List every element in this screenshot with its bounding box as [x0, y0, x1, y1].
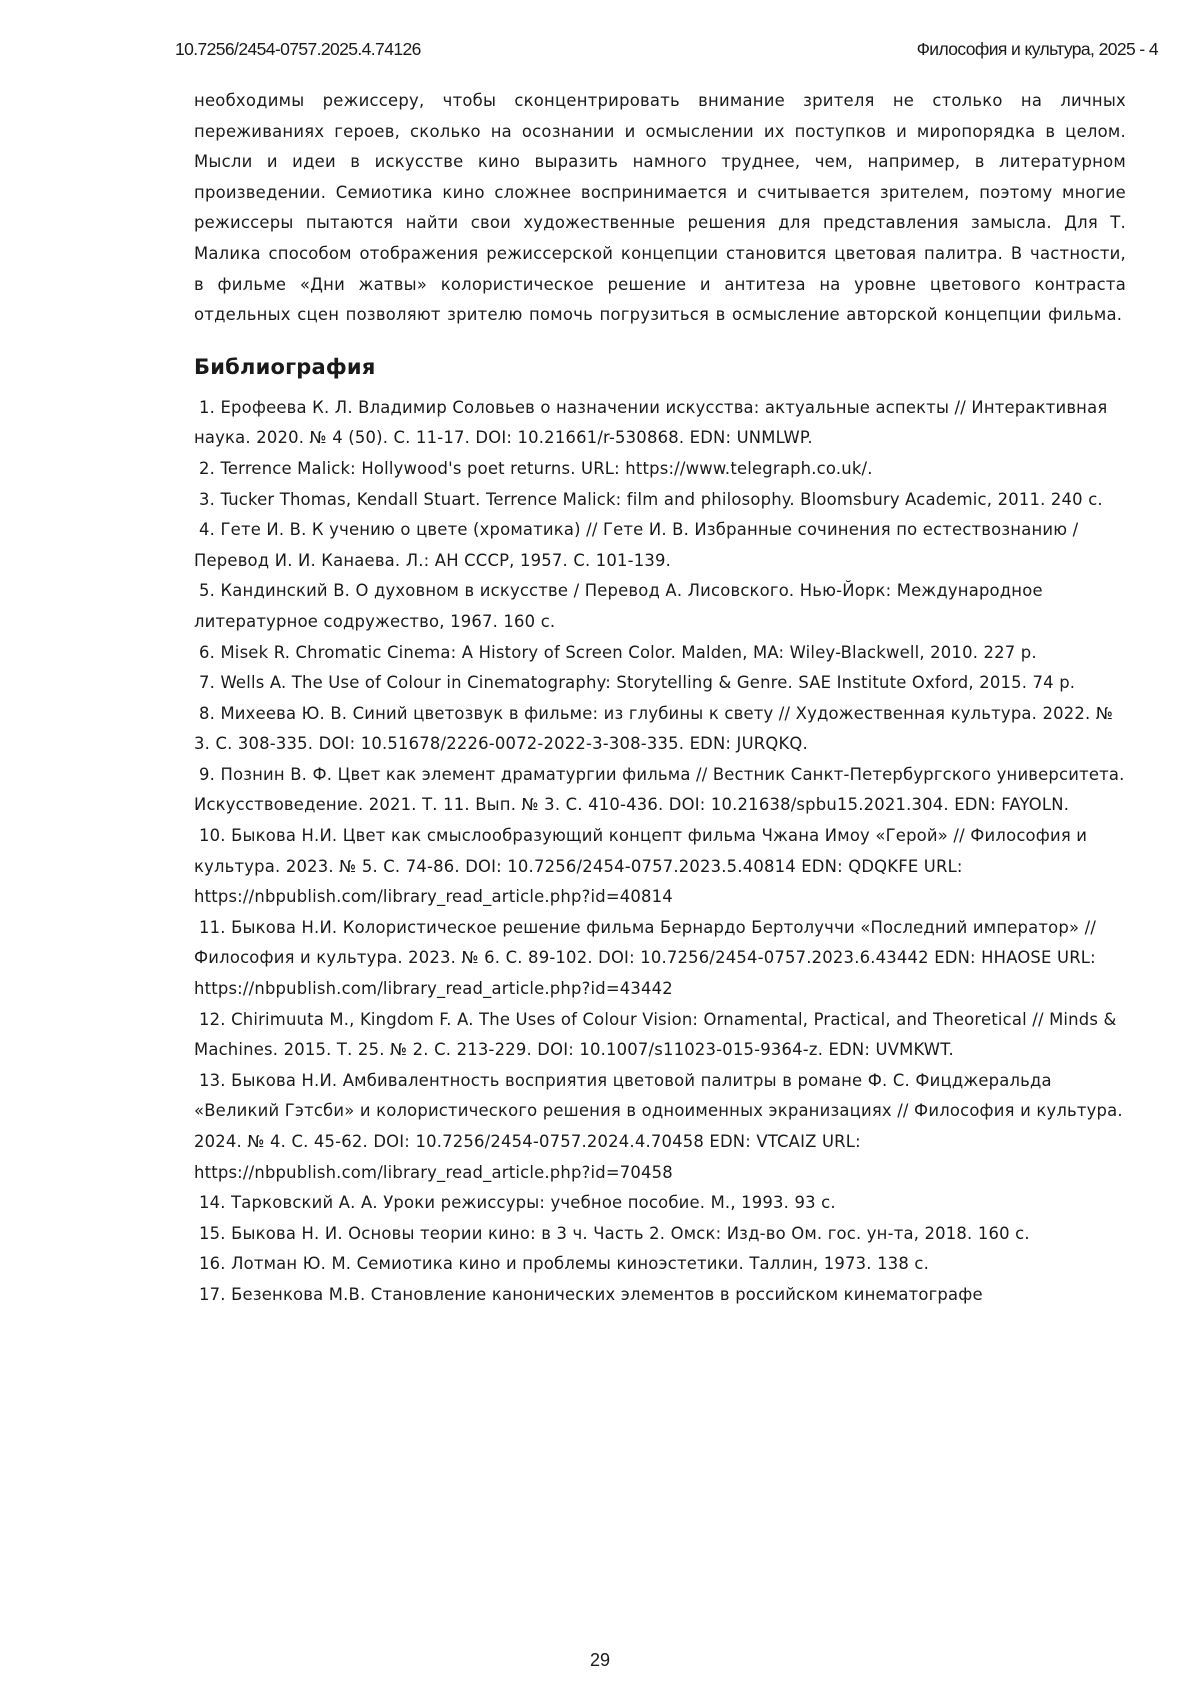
reference-text: Быкова Н. И. Основы теории кино: в 3 ч. Часть 2. Омск: Изд-во Ом. гос. ун-та, 2018. 160 с. — [231, 1223, 1030, 1243]
reference-number: 14. — [199, 1193, 226, 1213]
reference-item — [194, 485, 1126, 516]
reference-item — [194, 393, 1126, 454]
reference-text: Terrence Malick: Hollywood's poet returns. URL: https://www.telegraph.co.uk/. — [220, 458, 873, 478]
reference-text: Кандинский В. О духовном в искусстве / Перевод А. Лисовского. Нью-Йорк: Международное литературное содружество, 1967. 160 с. — [194, 581, 1043, 631]
article-content — [194, 86, 1126, 1311]
reference-text: Быкова Н.И. Цвет как смыслообразующий концепт фильма Чжана Имоу «Герой» // Философия и культура. 2023. № 5. С. 74-86. DOI: 10.7256/2454-0757.2023.5.40814 EDN: QDQKFE URL: https://nbpublish.com/library_read_article.php?id=40814 — [194, 826, 1088, 907]
reference-text: Ерофеева К. Л. Владимир Соловьев о назначении искусства: актуальные аспекты // Интерактивная наука. 2020. № 4 (50). С. 11-17. DOI: 10.21661/r-530868. EDN: UNMLWP. — [194, 397, 1108, 448]
reference-text: Быкова Н.И. Амбивалентность восприятия цветовой палитры в романе Ф. С. Фицджеральда «Великий Гэтсби» и колористического решения в одноименных экранизациях // Философия и культура. 2024. № 4. С. 45-62. DOI: 10.7256/2454-0757.2024.4.70458 EDN: VTCAIZ URL: https://nbpublish.com/library_read_article.php?id=70458 — [194, 1070, 1123, 1182]
reference-item — [194, 913, 1126, 1005]
reference-item — [194, 668, 1126, 699]
page-header — [175, 34, 1158, 64]
reference-item — [194, 454, 1126, 485]
reference-number: 17. — [199, 1284, 226, 1304]
reference-number: 5. — [199, 581, 216, 601]
reference-item — [194, 821, 1126, 913]
page-number: 29 — [589, 1650, 611, 1670]
reference-text: Михеева Ю. В. Синий цветозвук в фильме: из глубины к свету // Художественная культура. 2022. № 3. С. 308-335. DOI: 10.51678/2226-0072-2022-3-308-335. EDN: JURQKQ. — [194, 703, 1114, 754]
journal-issue: Философия и культура, 2025 - 4 — [916, 38, 1158, 59]
reference-text: Misek R. Chromatic Cinema: A History of Screen Color. Malden, MA: Wiley-Blackwell, 2010. 227 p. — [220, 642, 1037, 662]
reference-text: Wells A. The Use of Colour in Cinematography: Storytelling & Genre. SAE Institute Oxford, 2015. 74 p. — [220, 673, 1076, 693]
reference-number: 15. — [199, 1223, 226, 1243]
reference-text: Быкова Н.И. Колористическое решение фильма Бернардо Бертолуччи «Последний император» // Философия и культура. 2023. № 6. С. 89-102. DOI: 10.7256/2454-0757.2023.6.43442 EDN: HHAOSE URL: https://nbpublish.com/library_read_article.php?id=43442 — [194, 917, 1097, 999]
reference-number: 12. — [199, 1009, 226, 1029]
reference-item — [194, 1249, 1126, 1280]
reference-item — [194, 1219, 1126, 1250]
reference-text: Гете И. В. К учению о цвете (хроматика) // Гете И. В. Избранные сочинения по естествознанию / Перевод И. И. Канаева. Л.: АН СССР, 1957. С. 101-139. — [194, 520, 1079, 570]
reference-text: Безенкова М.В. Становление канонических элементов в российском кинематографе — [231, 1284, 983, 1304]
reference-item — [194, 515, 1126, 576]
body-paragraph: необходимы режиссеру, чтобы сконцентрировать внимание зрителя не столько на личных переживаниях героев, сколько на осознании и осмыслении их поступков и миропорядка в целом. Мысли и идеи в искусстве кино выразить намного труднее, чем, например, в литературном произведении. Семиотика кино сложнее воспринимается и считывается зрителем, поэтому многие режиссеры пытаются найти свои художественные решения для представления замысла. Для Т. Малика способом отображения режиссерской концепции становится цветовая палитра. В частности, в фильме «Дни жатвы» колористическое решение и антитеза на уровне цветового контраста отдельных сцен позволяют зрителю помочь погрузиться в осмысление авторской концепции фильма. — [194, 91, 1126, 325]
reference-item — [194, 1188, 1126, 1219]
reference-text: Тарковский А. А. Уроки режиссуры: учебное пособие. М., 1993. 93 с. — [231, 1193, 836, 1213]
reference-item — [194, 638, 1126, 669]
reference-item — [194, 1280, 1126, 1311]
reference-text: Chirimuuta M., Kingdom F. A. The Uses of Colour Vision: Ornamental, Practical, and Theoretical // Minds & Machines. 2015. Т. 25. № 2. С. 213-229. DOI: 10.1007/s11023-015-9364-z. EDN: UVMKWT. — [194, 1009, 1117, 1060]
reference-text: Tucker Thomas, Kendall Stuart. Terrence Malick: film and philosophy. Bloomsbury Academic, 2011. 240 с. — [220, 489, 1103, 509]
reference-item — [194, 1005, 1126, 1066]
reference-item — [194, 1066, 1126, 1188]
reference-number: 2. — [199, 458, 216, 478]
reference-number: 11. — [199, 917, 226, 937]
reference-item — [194, 576, 1126, 637]
reference-number: 7. — [199, 673, 216, 693]
reference-number: 1. — [199, 397, 216, 417]
bibliography-heading: Библиография — [194, 354, 376, 379]
reference-number: 6. — [199, 642, 216, 662]
reference-number: 10. — [199, 826, 226, 846]
reference-text: Познин В. Ф. Цвет как элемент драматургии фильма // Вестник Санкт-Петербургского университета. Искусствоведение. 2021. Т. 11. Вып. № 3. С. 410-436. DOI: 10.21638/spbu15.2021.304. EDN: FAYOLN. — [194, 764, 1125, 815]
reference-item — [194, 699, 1126, 760]
reference-number: 13. — [199, 1070, 226, 1090]
reference-list — [194, 393, 1126, 1311]
reference-number: 16. — [199, 1254, 226, 1274]
reference-text: Лотман Ю. М. Семиотика кино и проблемы киноэстетики. Таллин, 1973. 138 с. — [231, 1254, 929, 1274]
reference-number: 8. — [199, 703, 216, 723]
reference-number: 9. — [199, 764, 216, 784]
bibliography-section — [194, 355, 1126, 1311]
reference-number: 4. — [199, 520, 216, 540]
article-doi: 10.7256/2454-0757.2025.4.74126 — [175, 38, 421, 59]
reference-number: 3. — [199, 489, 216, 509]
reference-item — [194, 760, 1126, 821]
